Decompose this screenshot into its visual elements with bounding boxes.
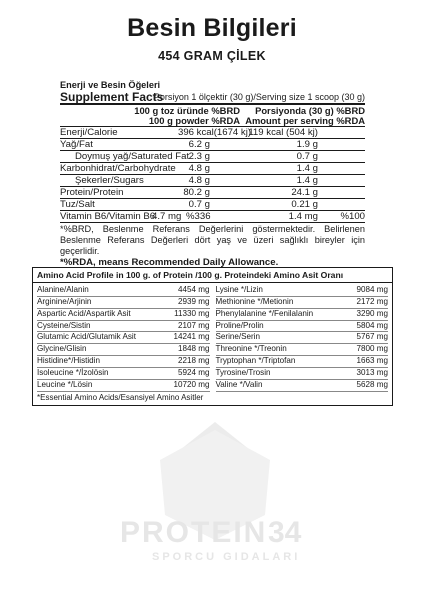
nutrient-row-salt: Tuz/Salt 0.7 g 0.21 g [60, 199, 365, 211]
nutrient-row-carbohydrate: Karbonhidrat/Carbohydrate 4.8 g 1.4 g [60, 163, 365, 175]
watermark-brand-text: PROTEIN [120, 516, 268, 549]
table-row: Leucine */Lösin 10720 mg [37, 380, 210, 392]
rda-footnote: *%RDA, means Recommended Daily Allowance. [60, 257, 279, 268]
table-row: Alanine/Alanin 4454 mg [37, 285, 210, 297]
table-row: Cysteine/Sistin 2107 mg [37, 321, 210, 333]
nutrient-row-vitamin-b6: Vitamin B6/Vitamin B6 4.7 mg %336 1.4 mg %100 [60, 210, 365, 222]
nutrient-row-fat: Yağ/Fat 6.2 g 1.9 g [60, 139, 365, 151]
watermark-brand-number: 34 [268, 516, 302, 549]
table-row: Serine/Serin 5767 mg [216, 332, 389, 344]
supplement-facts-panel [60, 80, 365, 268]
watermark-tagline: SPORCU GIDALARI [152, 551, 301, 563]
amino-column-left [37, 285, 210, 392]
facts-heading-row [60, 91, 365, 105]
table-row: Lysine */Lizin 9084 mg [216, 285, 389, 297]
table-row: Valine */Valin 5628 mg [216, 380, 389, 392]
table-row: Tryptophan */Triptofan 1663 mg [216, 356, 389, 368]
table-row: Aspartic Acid/Aspartik Asit 11330 mg [37, 309, 210, 321]
table-row: Isoleucine */İzolösin 5924 mg [37, 368, 210, 380]
table-row: Phenylalanine */Fenilalanin 3290 mg [216, 309, 389, 321]
amino-footnote: *Essential Amino Acids/Esansiyel Amino Asitler [37, 392, 204, 402]
column-header-100g: 100 g toz üründe %BRD 100 g powder %RDA [134, 105, 240, 126]
facts-column-headers [60, 105, 365, 127]
nutrient-row-energy: Enerji/Calorie 396 kcal(1674 kj) 119 kcal (504 kj) [60, 127, 365, 139]
table-row: Tyrosine/Trosin 3013 mg [216, 368, 389, 380]
nutrient-row-sugars: Şekerler/Sugars 4.8 g 1.4 g [60, 175, 365, 187]
table-row: Histidine*/Histidin 2218 mg [37, 356, 210, 368]
page-title: Besin Bilgileri [127, 14, 297, 42]
serving-size: Porsiyon 1 ölçektir (30 g)/Serving size 1 scoop (30 g) [153, 91, 365, 102]
amino-table-heading: Amino Acid Profile in 100 g. of Protein /100 g. Proteindeki Amino Asit Oranı [33, 268, 392, 283]
facts-heading-tr: Enerji ve Besin Öğeleri [60, 80, 161, 90]
product-subtitle: 454 GRAM ÇİLEK [158, 49, 266, 63]
table-row: Glutamic Acid/Glutamik Asit 14241 mg [37, 332, 210, 344]
table-row: Threonine */Treonin 7800 mg [216, 344, 389, 356]
table-row: Glycine/Glisin 1848 mg [37, 344, 210, 356]
brd-footnote: *%BRD, Beslenme Referans Değerlerini göstermektedir. Belirlenen Beslenme Referans Değerleri dört yaş ve üzeri sağlıklı bireyler için geçerlidir. [60, 224, 365, 256]
brand-watermark-logo [100, 420, 330, 580]
amino-acid-profile-table [32, 267, 393, 406]
table-row: Arginine/Arjinin 2939 mg [37, 297, 210, 309]
nutrient-row-protein: Protein/Protein 80.2 g 24.1 g [60, 187, 365, 199]
nutrient-row-saturated-fat: Doymuş yağ/Saturated Fat 2.3 g 0.7 g [60, 151, 365, 163]
column-header-serving: Porsiyonda (30 g) %BRD Amount per serving %RDA [245, 105, 365, 126]
amino-column-right [216, 285, 389, 392]
facts-heading-en: Supplement Facts [60, 90, 164, 104]
table-row: Proline/Prolin 5804 mg [216, 321, 389, 333]
table-row: Methionine */Metionin 2172 mg [216, 297, 389, 309]
